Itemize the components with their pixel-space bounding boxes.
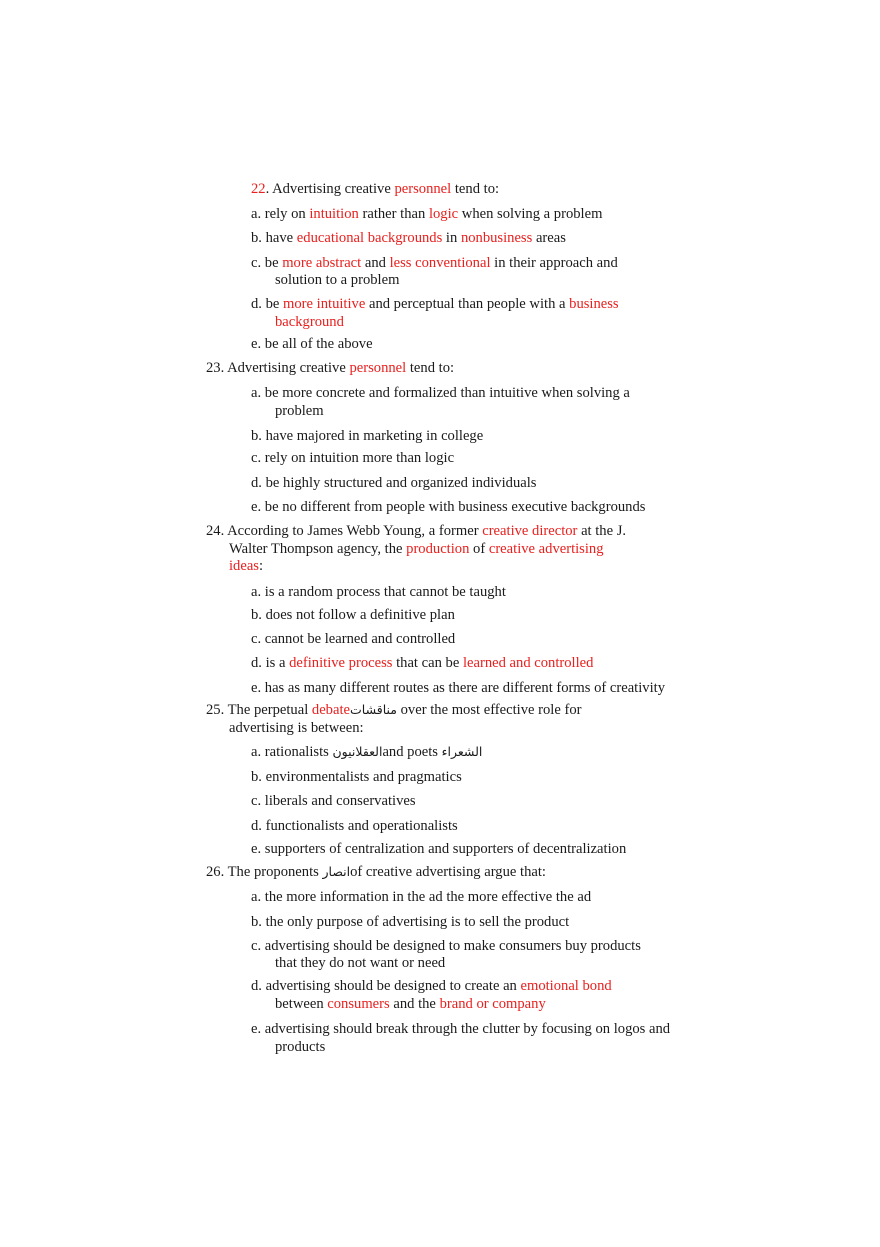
question-26-option-a: a. the more information in the ad the more effective the ad <box>251 889 592 905</box>
question-23-option-e: e. be no different from people with business executive backgrounds <box>251 499 646 515</box>
question-22-stem: 22. Advertising creative personnel tend to: <box>251 181 500 197</box>
question-24-stem-line2: Walter Thompson agency, the production of creative advertising <box>229 541 604 557</box>
question-22-option-d-continued: background <box>275 314 344 330</box>
question-22-option-b: b. have educational backgrounds in nonbusiness areas <box>251 230 566 246</box>
question-26-option-d: d. advertising should be designed to create an emotional bond <box>251 978 612 994</box>
question-22-option-e: e. be all of the above <box>251 336 373 352</box>
question-26-option-c: c. advertising should be designed to make consumers buy products <box>251 938 641 954</box>
question-22-option-c-continued: solution to a problem <box>275 272 400 288</box>
question-23-option-a: a. be more concrete and formalized than intuitive when solving a <box>251 385 630 401</box>
question-23-option-a-continued: problem <box>275 403 324 419</box>
question-22-option-a: a. rely on intuition rather than logic when solving a problem <box>251 206 603 222</box>
question-26-option-d-continued: between consumers and the brand or company <box>275 996 546 1012</box>
question-23-option-b: b. have majored in marketing in college <box>251 428 484 444</box>
question-22-option-c: c. be more abstract and less conventional in their approach and <box>251 255 618 271</box>
question-24-option-d: d. is a definitive process that can be learned and controlled <box>251 655 594 671</box>
question-24-option-c: c. cannot be learned and controlled <box>251 631 456 647</box>
question-22-option-d: d. be more intuitive and perceptual than people with a business <box>251 296 619 312</box>
question-26-option-b: b. the only purpose of advertising is to sell the product <box>251 914 570 930</box>
question-26-option-c-continued: that they do not want or need <box>275 955 446 971</box>
question-26-option-e-continued: products <box>275 1039 326 1055</box>
question-24-option-a: a. is a random process that cannot be taught <box>251 584 506 600</box>
question-25-option-c: c. liberals and conservatives <box>251 793 416 809</box>
question-number: 22 <box>251 181 266 197</box>
question-23-option-d: d. be highly structured and organized individuals <box>251 475 537 491</box>
question-24-option-b: b. does not follow a definitive plan <box>251 607 455 623</box>
question-25-option-d: d. functionalists and operationalists <box>251 818 458 834</box>
question-25-option-b: b. environmentalists and pragmatics <box>251 769 462 785</box>
question-23-option-c: c. rely on intuition more than logic <box>251 450 455 466</box>
question-26-stem: 26. The proponents انصارof creative advertising argue that: <box>206 864 546 880</box>
question-24-stem: 24. According to James Webb Young, a former creative director at the J. <box>206 523 627 539</box>
question-25-stem-line2: advertising is between: <box>229 720 364 736</box>
question-23-stem: 23. Advertising creative personnel tend to: <box>206 360 455 376</box>
question-26-option-e: e. advertising should break through the clutter by focusing on logos and <box>251 1021 671 1037</box>
question-24-option-e: e. has as many different routes as there are different forms of creativity <box>251 680 665 696</box>
question-25-stem: 25. The perpetual debateمناقشات over the most effective role for <box>206 702 582 718</box>
question-24-stem-line3: ideas: <box>229 558 264 574</box>
question-25-option-e: e. supporters of centralization and supporters of decentralization <box>251 841 627 857</box>
question-25-option-a: a. rationalists العقلانيونand poets الشعراء <box>251 744 483 760</box>
